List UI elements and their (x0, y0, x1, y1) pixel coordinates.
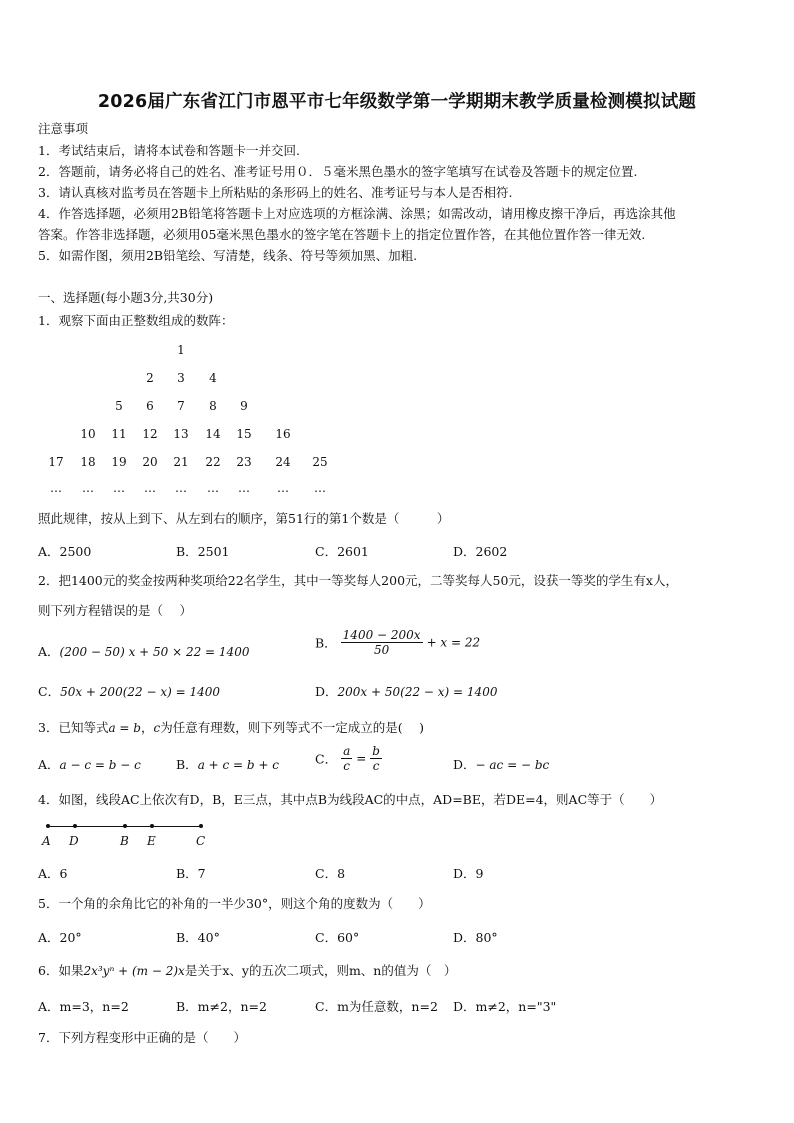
point-b (123, 824, 127, 828)
triangle-number: 17 (48, 455, 64, 469)
triangle-number: … (314, 481, 326, 495)
triangle-number: … (82, 481, 94, 495)
q6-option-c: C．m为任意数，n=2 (315, 999, 438, 1014)
triangle-number: 24 (275, 455, 291, 469)
triangle-number: 7 (177, 399, 185, 413)
label-a: A (42, 834, 51, 848)
fraction: $\frac{b}{c}$ (372, 744, 380, 773)
label-c: C (196, 834, 206, 848)
q4-option-d: D．9 (453, 866, 484, 881)
q1-option-d: D．2602 (453, 544, 508, 559)
triangle-number: 19 (111, 455, 127, 469)
triangle-number: 14 (205, 427, 221, 441)
triangle-number: … (144, 481, 156, 495)
triangle-number: 21 (173, 455, 189, 469)
triangle-number: 16 (275, 427, 291, 441)
q2-option-d: D．200x + 50(22 − x) = 1400 (315, 684, 498, 699)
triangle-number: 15 (236, 427, 252, 441)
q1-option-b: B．2501 (176, 544, 230, 559)
triangle-number: 9 (240, 399, 248, 413)
question-7-stem: 7．下列方程变形中正确的是（ ） (38, 1030, 246, 1045)
triangle-number: 1 (177, 343, 185, 357)
q2-option-a: A．(200 − 50) x + 50 × 22 = 1400 (38, 644, 250, 659)
question-4-stem: 4．如图，线段AC上依次有D，B，E三点，其中点B为线段AC的中点，AD=BE，若DE=4，则AC等于（ ） (38, 792, 663, 807)
triangle-number: 23 (236, 455, 252, 469)
triangle-number: 8 (209, 399, 217, 413)
point-c (199, 824, 203, 828)
triangle-number: 20 (142, 455, 158, 469)
label-e: E (147, 834, 156, 848)
triangle-number: 18 (80, 455, 96, 469)
q6-option-d: D．m≠2，n="3" (453, 999, 557, 1014)
question-1-text: 照此规律，按从上到下、从左到右的顺序，第51行的第1个数是（ ） (38, 511, 450, 526)
triangle-number: 13 (173, 427, 189, 441)
triangle-number: 5 (115, 399, 123, 413)
q4-option-b: B．7 (176, 866, 206, 881)
notice-item: 答案。作答非选择题，必须用05毫米黑色墨水的签字笔在答题卡上的指定位置作答，在其他位置作答一律无效. (38, 227, 646, 242)
point-e (150, 824, 154, 828)
label-d: D (69, 834, 79, 848)
notice-item: 4．作答选择题，必须用2B铅笔将答题卡上对应选项的方框涂满、涂黑；如需改动，请用橡皮擦干净后，再选涂其他 (38, 206, 676, 221)
q3-option-b: B．a + c = b + c (176, 757, 280, 772)
q4-option-a: A．6 (38, 866, 68, 881)
section-heading: 一、选择题(每小题3分,共30分) (38, 290, 214, 305)
label-b: B (120, 834, 129, 848)
triangle-number: 4 (209, 371, 217, 385)
question-6-stem: 6．如果2x³yⁿ + (m − 2)x是关于x、y的五次二项式，则m、n的值为（ ） (38, 963, 457, 978)
question-2-stem-cont: 则下列方程错误的是（ ） (38, 603, 192, 618)
notice-item: 3．请认真核对监考员在答题卡上所粘贴的条形码上的姓名、准考证号与本人是否相符. (38, 185, 513, 200)
triangle-number: 10 (80, 427, 96, 441)
notice-heading: 注意事项 (38, 121, 89, 136)
question-1-stem: 1．观察下面由正整数组成的数阵： (38, 313, 234, 328)
notice-item: 5．如需作图，须用2B铅笔绘、写清楚，线条、符号等须加黑、加粗. (38, 248, 418, 263)
q5-option-c: C．60° (315, 930, 360, 945)
question-3-stem: 3．已知等式a = b，c为任意有理数，则下列等式不一定成立的是( ) (38, 720, 424, 735)
q5-option-a: A．20° (38, 930, 82, 945)
triangle-number: … (175, 481, 187, 495)
notice-item: 1．考试结束后，请将本试卷和答题卡一并交回. (38, 143, 300, 158)
q4-option-c: C．8 (315, 866, 346, 881)
triangle-number: 6 (146, 399, 154, 413)
q2-option-b: B． $\frac{1400 - 200x}{50}$ + x = 22 (315, 628, 481, 657)
q1-option-a: A．2500 (38, 544, 92, 559)
point-d (73, 824, 77, 828)
notice-item: 2．答题前，请务必将自己的姓名、准考证号用０．５毫米黑色墨水的签字笔填写在试卷及答题卡的规定位置. (38, 164, 638, 179)
fraction: $\frac{a}{c}$ (343, 744, 351, 773)
triangle-number: 12 (142, 427, 158, 441)
triangle-number: … (238, 481, 250, 495)
triangle-number: 11 (111, 427, 127, 441)
q5-option-d: D．80° (453, 930, 498, 945)
triangle-number: 3 (177, 371, 185, 385)
q2-option-c: C．50x + 200(22 − x) = 1400 (38, 684, 221, 699)
q5-option-b: B．40° (176, 930, 220, 945)
q6-option-a: A．m=3，n=2 (38, 999, 129, 1014)
triangle-number: 22 (205, 455, 221, 469)
triangle-number: … (207, 481, 219, 495)
q1-option-c: C．2601 (315, 544, 369, 559)
triangle-number: 2 (146, 371, 154, 385)
triangle-number: … (277, 481, 289, 495)
q6-option-b: B．m≠2，n=2 (176, 999, 267, 1014)
question-2-stem: 2．把1400元的奖金按两种奖项给22名学生，其中一等奖每人200元，二等奖每人50元，设获一等奖的学生有x人， (38, 573, 678, 588)
triangle-number: … (113, 481, 125, 495)
q3-option-d: D．− ac = − bc (453, 757, 550, 772)
triangle-number: … (50, 481, 62, 495)
page-title: 2026届广东省江门市恩平市七年级数学第一学期期末教学质量检测模拟试题 (97, 92, 697, 112)
triangle-number: 25 (312, 455, 328, 469)
question-5-stem: 5．一个角的余角比它的补角的一半少30°，则这个角的度数为（ ） (38, 896, 431, 911)
q3-option-a: A．a − c = b − c (38, 757, 141, 772)
point-a (46, 824, 50, 828)
q3-option-c: C． $\frac{a}{c}$ = $\frac{b}{c}$ (315, 744, 380, 773)
fraction: $\frac{1400 - 200x}{50}$ (342, 628, 421, 657)
